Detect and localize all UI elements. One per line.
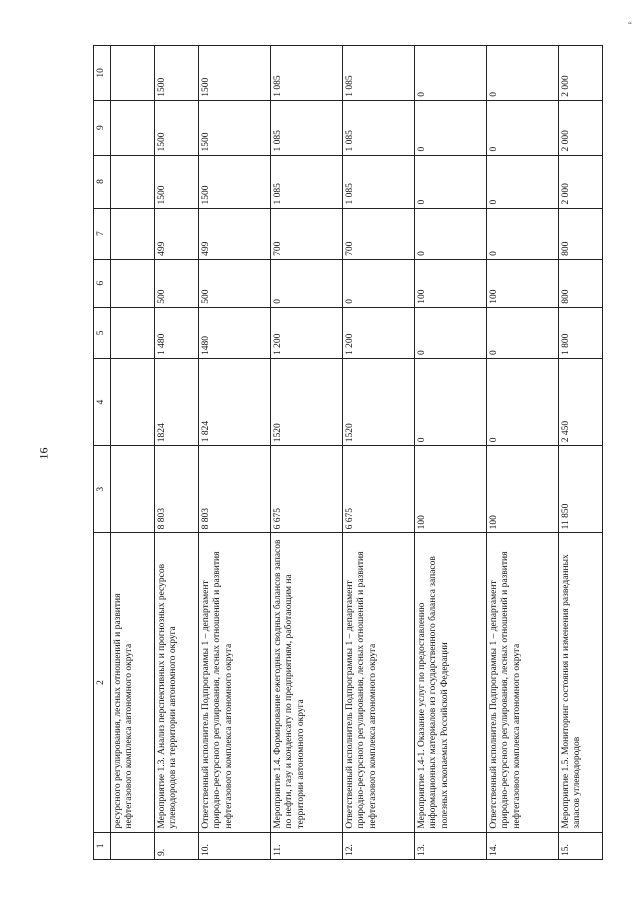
- header-cell: 4: [94, 358, 111, 445]
- value-col8: 1500: [198, 155, 270, 208]
- value-col4: 0: [486, 358, 558, 445]
- value-col10: 2 000: [558, 46, 602, 101]
- table-row: [486, 46, 558, 860]
- value-col7: 499: [198, 208, 270, 259]
- value-col5: 0: [414, 307, 486, 358]
- value-col7: 700: [342, 208, 414, 259]
- table-row: [154, 46, 198, 860]
- value-col6: [110, 259, 154, 307]
- value-col10: 1500: [154, 46, 198, 101]
- value-col5: 0: [486, 307, 558, 358]
- value-col5: 1480: [198, 307, 270, 358]
- row-name: Ответственный исполнитель Подпрограммы 1 – департамент природно-ресурсного регулирования, лесных отношений и развития нефтегазового комплекса автономного округа: [198, 533, 270, 832]
- budget-table: [93, 45, 603, 860]
- header-cell: 10: [94, 46, 111, 101]
- table-row: [270, 46, 342, 860]
- table-row: [414, 46, 486, 860]
- value-col7: 700: [270, 208, 342, 259]
- header-cell: 8: [94, 155, 111, 208]
- row-number: 12.: [342, 832, 414, 859]
- row-number: 11.: [270, 832, 342, 859]
- header-cell: 9: [94, 100, 111, 155]
- value-col6: 0: [342, 259, 414, 307]
- value-col8: 1 085: [342, 155, 414, 208]
- value-col9: 1 085: [342, 100, 414, 155]
- row-number: [110, 832, 154, 859]
- page-number: 16: [36, 447, 51, 460]
- value-col8: 0: [486, 155, 558, 208]
- value-total: [110, 446, 154, 533]
- rotated-table-wrapper: [93, 45, 613, 860]
- value-col6: 0: [270, 259, 342, 307]
- value-col4: 1520: [342, 358, 414, 445]
- value-col8: [110, 155, 154, 208]
- row-name: Мероприятие 1.4. Формирование ежегодных сводных балансов запасов по нефти, газу и конденсату по предприятиям, работающим на территории автономного округа: [270, 533, 342, 832]
- value-col8: 2 000: [558, 155, 602, 208]
- row-number: 10.: [198, 832, 270, 859]
- value-col6: 500: [198, 259, 270, 307]
- value-col4: 2 450: [558, 358, 602, 445]
- value-col10: 0: [486, 46, 558, 101]
- table-row: [198, 46, 270, 860]
- table-row: [110, 46, 154, 860]
- row-number: 14.: [486, 832, 558, 859]
- value-total: 6 675: [270, 446, 342, 533]
- value-total: 8 803: [198, 446, 270, 533]
- value-col5: 1 480: [154, 307, 198, 358]
- value-total: 100: [486, 446, 558, 533]
- value-col9: 0: [414, 100, 486, 155]
- row-name: Ответственный исполнитель Подпрограммы 1 – департамент природно-ресурсного регулирования, лесных отношений и развития нефтегазового комплекса автономного округа: [342, 533, 414, 832]
- value-total: 100: [414, 446, 486, 533]
- value-col7: 499: [154, 208, 198, 259]
- value-col9: 2 000: [558, 100, 602, 155]
- value-col6: 100: [486, 259, 558, 307]
- value-col10: [110, 46, 154, 101]
- row-number: 15.: [558, 832, 602, 859]
- value-col5: 1 200: [270, 307, 342, 358]
- value-col8: 1500: [154, 155, 198, 208]
- value-col9: 1500: [154, 100, 198, 155]
- value-col7: 0: [414, 208, 486, 259]
- header-cell: 1: [94, 832, 111, 859]
- value-col4: [110, 358, 154, 445]
- value-col6: 100: [414, 259, 486, 307]
- value-col9: 1 085: [270, 100, 342, 155]
- row-name: Мероприятие 1.3. Анализ перспективных и прогнозных ресурсов углеводородов на территории автономного округа: [154, 533, 198, 832]
- value-col9: 1500: [198, 100, 270, 155]
- row-name: Мероприятие 1.5. Мониторинг состояния и изменения разведанных запасов углеводородов: [558, 533, 602, 832]
- value-col9: [110, 100, 154, 155]
- value-col4: 1 824: [198, 358, 270, 445]
- value-col4: 1520: [270, 358, 342, 445]
- page-mark: “: [628, 20, 632, 30]
- value-col7: [110, 208, 154, 259]
- value-col4: 1824: [154, 358, 198, 445]
- value-col4: 0: [414, 358, 486, 445]
- value-col10: 0: [414, 46, 486, 101]
- row-number: 9.: [154, 832, 198, 859]
- row-number: 13.: [414, 832, 486, 859]
- value-col9: 0: [486, 100, 558, 155]
- value-col10: 1 085: [342, 46, 414, 101]
- value-col6: 800: [558, 259, 602, 307]
- header-row: [94, 46, 111, 860]
- row-name: Мероприятие 1.4-1. Оказание услуг по предоставлению информационных материалов из государственного баланса запасов полезных ископаемых Российской Федерации: [414, 533, 486, 832]
- value-col8: 0: [414, 155, 486, 208]
- value-col5: [110, 307, 154, 358]
- value-total: 11 850: [558, 446, 602, 533]
- value-col10: 1500: [198, 46, 270, 101]
- value-col10: 1 085: [270, 46, 342, 101]
- value-col7: 800: [558, 208, 602, 259]
- row-name: ресурсного регулирования, лесных отношений и развития нефтегазового комплекса автономного округа: [110, 533, 154, 832]
- header-cell: 5: [94, 307, 111, 358]
- table-row: [558, 46, 602, 860]
- header-cell: 3: [94, 446, 111, 533]
- value-col5: 1 800: [558, 307, 602, 358]
- value-total: 6 675: [342, 446, 414, 533]
- value-col7: 0: [486, 208, 558, 259]
- value-col5: 1 200: [342, 307, 414, 358]
- value-total: 8 803: [154, 446, 198, 533]
- value-col6: 500: [154, 259, 198, 307]
- header-cell: 6: [94, 259, 111, 307]
- header-cell: 2: [94, 533, 111, 832]
- header-cell: 7: [94, 208, 111, 259]
- row-name: Ответственный исполнитель Подпрограммы 1 – департамент природно-ресурсного регулирования, лесных отношений и развития нефтегазового комплекса автономного округа: [486, 533, 558, 832]
- table-row: [342, 46, 414, 860]
- value-col8: 1 085: [270, 155, 342, 208]
